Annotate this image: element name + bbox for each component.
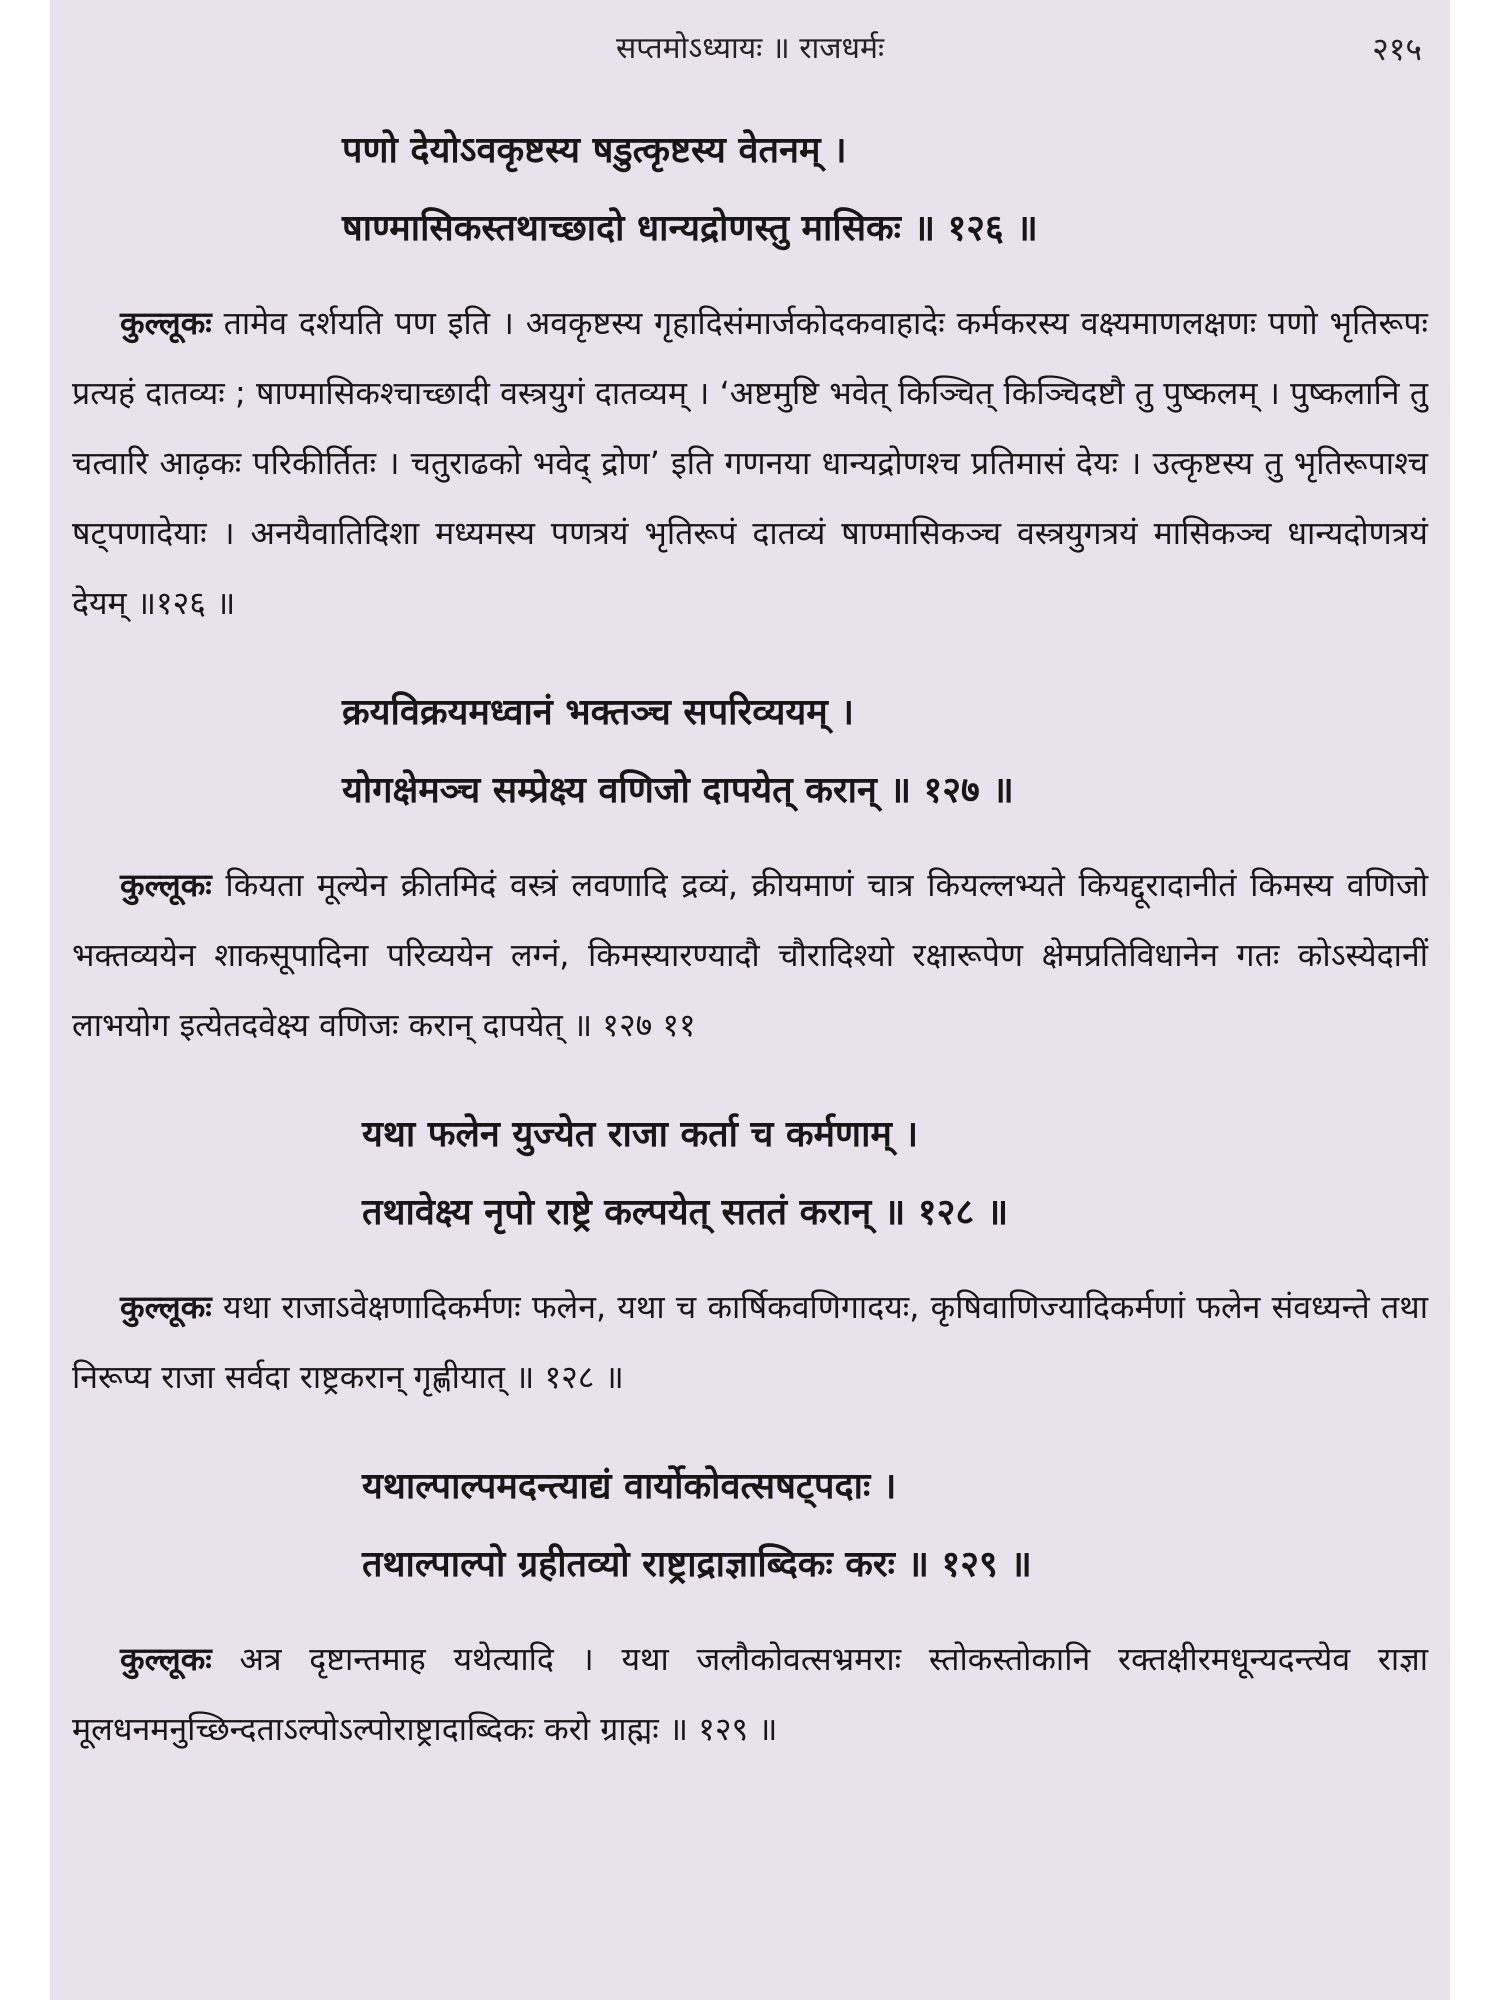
commentary-label: कुल्लूकः xyxy=(120,1640,212,1678)
verse-line: पणो देयोऽवकृष्टस्य षडुत्कृष्टस्य वेतनम् । xyxy=(342,130,847,171)
verse-line: तथावेक्ष्य नृपो राष्ट्रे कल्पयेत् सततं करान् ॥ १२८ ॥ xyxy=(362,1192,1009,1233)
commentary-label: कुल्लूकः xyxy=(120,304,212,342)
verse-line: यथाल्पाल्पमदन्त्याद्यं वार्योकोवत्सषट्पदाः । xyxy=(362,1466,897,1507)
chapter-title: सप्तमोऽध्यायः ॥ राजधर्मः xyxy=(615,31,885,66)
verse-129 xyxy=(72,1448,1428,1604)
commentary-text: अत्र दृष्टान्तमाह यथेत्यादि । यथा जलौकोवत्सभ्रमराः स्तोकस्तोकानि रक्तक्षीरमधून्यदन्त्येव राज्ञा मूलधनमनुच्छिन्दताऽल्पोऽल्पोराष्ट्रादाब्दिकः करो ग्राह्मः ॥ १२९ ॥ xyxy=(72,1640,1428,1748)
book-page xyxy=(50,0,1450,2000)
commentary-label: कुल्लूकः xyxy=(120,1288,212,1326)
page-number: २१५ xyxy=(1372,30,1422,68)
verse-section-126 xyxy=(72,112,1428,638)
verse-section-128 xyxy=(72,1096,1428,1412)
commentary-127 xyxy=(72,850,1428,1060)
verse-section-129 xyxy=(72,1448,1428,1764)
verse-126 xyxy=(72,112,1428,268)
page-body xyxy=(72,112,1428,1800)
running-head xyxy=(50,24,1450,74)
verse-line: योगक्षेमञ्च सम्प्रेक्ष्य वणिजो दापयेत् करान् ॥ १२७ ॥ xyxy=(342,770,1014,811)
commentary-129 xyxy=(72,1624,1428,1764)
commentary-label: कुल्लूकः xyxy=(120,866,212,904)
verse-128 xyxy=(72,1096,1428,1252)
verse-line: यथा फलेन युज्येत राजा कर्ता च कर्मणाम् । xyxy=(362,1114,919,1155)
commentary-text: तामेव दर्शयति पण इति । अवकृष्टस्य गृहादिसंमार्जकोदकवाहादेः कर्मकरस्य वक्ष्यमाणलक्षणः पणो भृतिरूपः प्रत्यहं दातव्यः ; षाण्मासिकश्चाच्छादी वस्त्रयुगं दातव्यम् । ‘अष्टमुष्टि भवेत् किञ्चित् किञ्चिदष्टौ तु पुष्कलम् । पुष्कलानि तु चत्वारि आढ़कः परिकीर्तितः । चतुराढको भवेद् द्रोण’ इति गणनया धान्यद्रोणश्च प्रतिमासं देयः । उत्कृष्टस्य तु भृतिरूपाश्च षट्पणादेयाः । अनयैवातिदिशा मध्यमस्य पणत्रयं भृतिरूपं दातव्यं षाण्मासिकञ्च वस्त्रयुगत्रयं मासिकञ्च धान्यदोणत्रयं देयम् ॥१२६ ॥ xyxy=(72,304,1428,622)
commentary-128 xyxy=(72,1272,1428,1412)
verse-section-127 xyxy=(72,674,1428,1060)
verse-line: तथाल्पाल्पो ग्रहीतव्यो राष्ट्राद्राज्ञाब्दिकः करः ॥ १२९ ॥ xyxy=(362,1544,1032,1585)
commentary-126 xyxy=(72,288,1428,638)
verse-line: षाण्मासिकस्तथाच्छादो धान्यद्रोणस्तु मासिकः ॥ १२६ ॥ xyxy=(342,208,1038,249)
commentary-text: कियता मूल्येन क्रीतमिदं वस्त्रं लवणादि द्रव्यं, क्रीयमाणं चात्र कियल्लभ्यते कियद्दूरादानीतं किमस्य वणिजो भक्तव्ययेन शाकसूपादिना परिव्ययेन लग्नं, किमस्यारण्यादौ चौरादिश्यो रक्षारूपेण क्षेमप्रतिविधानेन गतः कोऽस्येदानीं लाभयोग इत्येतदवेक्ष्य वणिजः करान् दापयेत् ॥ १२७ ११ xyxy=(72,866,1429,1044)
verse-line: क्रयविक्रयमध्वानं भक्तञ्च सपरिव्ययम् । xyxy=(342,692,854,733)
verse-127 xyxy=(72,674,1428,830)
commentary-text: यथा राजाऽवेक्षणादिकर्मणः फलेन, यथा च कार्षिकवणिगादयः, कृषिवाणिज्यादिकर्मणां फलेन संवध्यन्ते तथा निरूप्य राजा सर्वदा राष्ट्रकरान् गृह्णीयात् ॥ १२८ ॥ xyxy=(72,1288,1428,1396)
